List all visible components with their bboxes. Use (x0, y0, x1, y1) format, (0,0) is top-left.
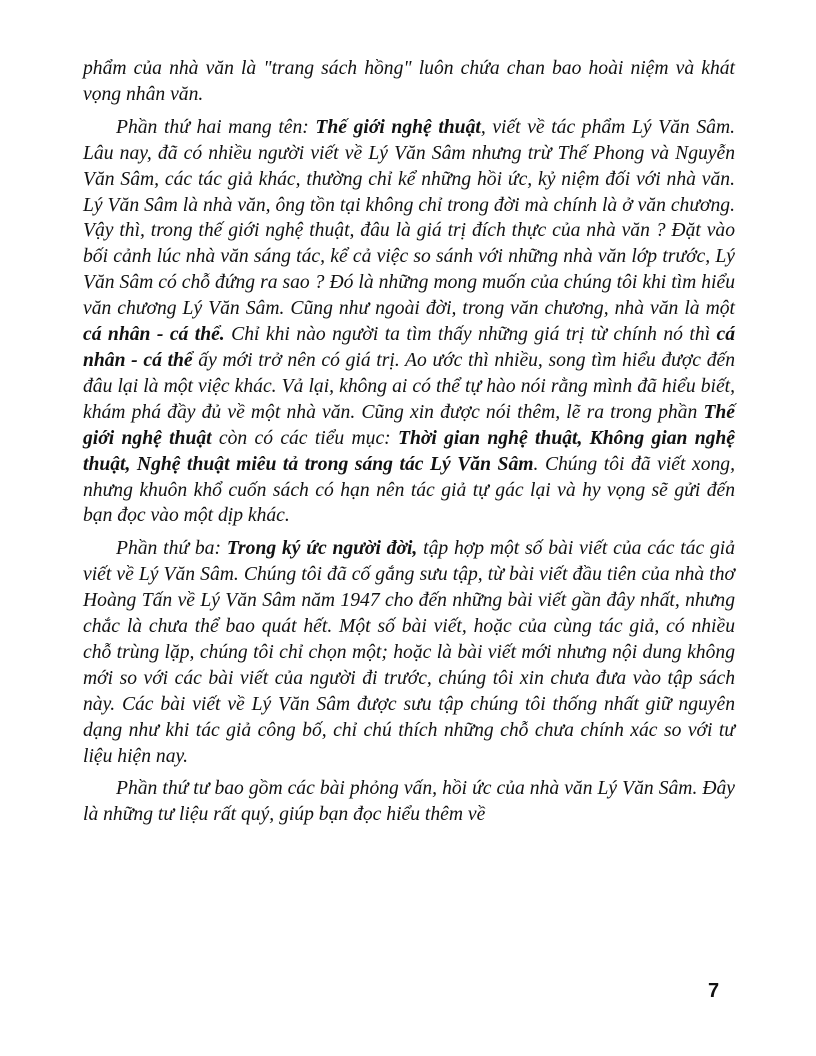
bold-term: Thời gian nghệ thuật, Không gian nghệ thuật, Nghệ thuật miêu tả trong sáng tác Lý Văn Sâm (83, 427, 735, 475)
bold-term: Trong ký ức người đời, (226, 538, 418, 560)
text-segment: còn có các tiểu mục: (211, 427, 398, 449)
text-segment: phẩm của nhà văn là "trang sách hồng" luôn chứa chan bao hoài niệm và khát vọng nhân văn. (83, 58, 735, 105)
text-segment: Chỉ khi nào người ta tìm thấy những giá trị từ chính nó thì (224, 324, 717, 346)
text-segment: Phần thứ tư bao gồm các bài phỏng vấn, hồi ức của nhà văn Lý Văn Sâm. Đây là những tư liệu rất quý, giúp bạn đọc hiểu thêm về (83, 778, 735, 826)
document-body (83, 56, 735, 835)
text-segment: ấy mới trở nên có giá trị. Ao ước thì nhiều, song tìm hiểu được đến đâu lại là một việc khác. Vả lại, không ai có thể tự hào nói rằng mình đã hiểu biết, khám phá đầy đủ về một nhà văn. Cũng xin được nói thêm, lẽ ra trong phần (83, 349, 735, 423)
bold-term: cá nhân - cá thể (83, 324, 736, 371)
text-segment: . Chúng tôi đã viết xong, nhưng khuôn khổ cuốn sách có hạn nên tác giả tự gác lại và hy vọng sẽ gửi đến bạn đọc vào một dịp khác. (83, 453, 735, 527)
page-number: 7 (708, 980, 720, 1002)
paragraph-continuation (83, 56, 735, 108)
text-segment: Phần thứ hai mang tên: (116, 116, 316, 138)
bold-term: cá nhân - cá thể. (83, 324, 225, 346)
text-segment: tập hợp một số bài viết của các tác giả viết về Lý Văn Sâm. Chúng tôi đã cố gắng sưu tập, từ bài viết đầu tiên của nhà thơ Hoàng Tấn về Lý Văn Sâm năm 1947 cho đến những bài viết gần đây nhất, nhưng chắc là chưa thể bao quát hết. Một số bài viết, hoặc của cùng tác giả, có nhiều chỗ trùng lặp, chúng tôi chỉ chọn một; hoặc là bài viết mới nhưng nội dung không mới so với các bài viết của người đi trước, chúng tôi xin chưa đưa vào tập sách này. Các bài viết về Lý Văn Sâm được sưu tập chúng tôi thống nhất giữ nguyên dạng như khi tác giả công bố, chỉ chú thích những chỗ chưa chính xác so với tư liệu hiện nay. (83, 538, 735, 767)
paragraph-part-four (83, 776, 735, 828)
paragraph-part-two (83, 115, 735, 530)
bold-term: Thế giới nghệ thuật (83, 401, 735, 449)
text-segment: Phần thứ ba: (116, 538, 227, 560)
text-segment: , viết về tác phẩm Lý Văn Sâm. Lâu nay, đã có nhiều người viết về Lý Văn Sâm nhưng trừ Thế Phong và Nguyễn Văn Sâm, các tác giả khác, thường chỉ kể những hồi ức, kỷ niệm đối với nhà văn. Lý Văn Sâm là nhà văn, ông tồn tại không chỉ trong đời mà chính là ở văn chương. Vậy thì, trong thế giới nghệ thuật, đâu là giá trị đích thực của nhà văn ? Đặt vào bối cảnh lúc nhà văn sáng tác, kể cả việc so sánh với những nhà văn lớp trước, Lý Văn Sâm có chỗ đứng ra sao ? Đó là những mong muốn của chúng tôi khi tìm hiểu văn chương Lý Văn Sâm. Cũng như ngoài đời, trong văn chương, nhà văn là một (83, 116, 735, 320)
paragraph-part-three (83, 536, 735, 769)
bold-term: Thế giới nghệ thuật (315, 116, 481, 138)
